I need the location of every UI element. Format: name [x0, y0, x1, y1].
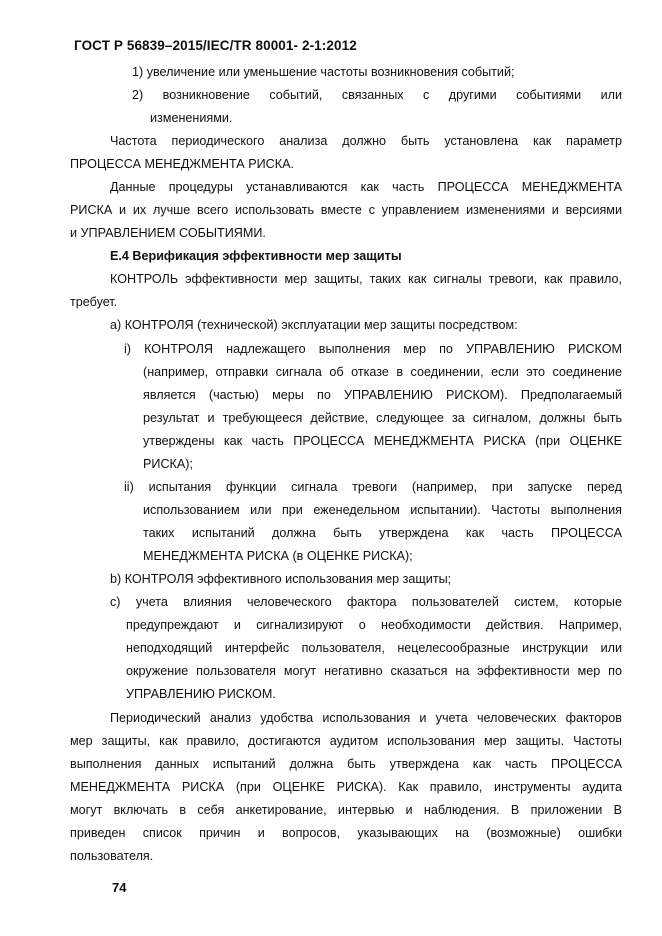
text-line: неподходящий интерфейс пользователя, нецелесообразные инструкции или [126, 641, 622, 655]
text-line: могут включать в себя анкетирование, интервью и наблюдения. В приложении В [70, 803, 622, 817]
text-line: изменениями. [150, 111, 233, 125]
text-line: МЕНЕДЖМЕНТА РИСКА (в ОЦЕНКЕ РИСКА); [143, 549, 413, 563]
text-line: Периодический анализ удобства использования и учета человеческих факторов [110, 711, 622, 725]
text-line: требует. [70, 295, 118, 309]
text-line: (например, отправки сигнала об отказе в соединении, если это соединение [143, 365, 622, 379]
text-line: Данные процедуры устанавливаются как часть ПРОЦЕССА МЕНЕДЖМЕНТА [110, 180, 622, 194]
text-line: 1) увеличение или уменьшение частоты возникновения событий; [132, 65, 515, 79]
text-line: а) КОНТРОЛЯ (технической) эксплуатации мер защиты посредством: [110, 318, 518, 332]
text-line: УПРАВЛЕНИЮ РИСКОМ. [126, 687, 276, 701]
text-line: i) КОНТРОЛЯ надлежащего выполнения мер по УПРАВЛЕНИЮ РИСКОМ [124, 342, 622, 356]
text-line: ii) испытания функции сигнала тревоги (например, при запуске перед [124, 480, 622, 494]
text-line: и УПРАВЛЕНИЕМ СОБЫТИЯМИ. [70, 226, 266, 240]
text-line: результат и требующееся действие, следующее за сигналом, должны быть [143, 411, 622, 425]
text-line: РИСКА и их лучше всего использовать вместе с управлением изменениями и версиями [70, 203, 622, 217]
text-line: является (частью) меры по УПРАВЛЕНИЮ РИСКОМ). Предполагаемый [143, 388, 622, 402]
text-line: РИСКА); [143, 457, 193, 471]
text-line: Частота периодического анализа должно быть установлена как параметр [110, 134, 622, 148]
document-header: ГОСТ Р 56839–2015/IEC/TR 80001- 2-1:2012 [74, 38, 357, 53]
text-line: окружение пользователя могут негативно сказаться на эффективности мер по [126, 664, 622, 678]
text-line: ПРОЦЕССА МЕНЕДЖМЕНТА РИСКА. [70, 157, 294, 171]
text-line: утверждены как часть ПРОЦЕССА МЕНЕДЖМЕНТА РИСКА (при ОЦЕНКЕ [143, 434, 622, 448]
section-heading: Е.4 Верификация эффективности мер защиты [110, 249, 402, 263]
text-line: 2) возникновение событий, связанных с другими событиями или [132, 88, 622, 102]
text-line: МЕНЕДЖМЕНТА РИСКА (при ОЦЕНКЕ РИСКА). Как правило, инструменты аудита [70, 780, 622, 794]
text-line: предупреждают и сигнализируют о необходимости действия. Например, [126, 618, 622, 632]
text-line: приведен список причин и вопросов, указывающих на (возможные) ошибки [70, 826, 622, 840]
page-number: 74 [112, 880, 127, 895]
text-line: КОНТРОЛЬ эффективности мер защиты, таких как сигналы тревоги, как правило, [110, 272, 622, 286]
text-line: b) КОНТРОЛЯ эффективного использования мер защиты; [110, 572, 452, 586]
text-line: пользователя. [70, 849, 154, 863]
text-line: использованием или при еженедельном испытании). Частоты выполнения [143, 503, 622, 517]
text-line: мер защиты, как правило, достигаются аудитом использования мер защиты. Частоты [70, 734, 622, 748]
text-line: c) учета влияния человеческого фактора пользователей систем, которые [110, 595, 622, 609]
text-line: выполнения данных испытаний должна быть утверждена как часть ПРОЦЕССА [70, 757, 622, 771]
text-line: таких испытаний должна быть утверждена как часть ПРОЦЕССА [143, 526, 622, 540]
